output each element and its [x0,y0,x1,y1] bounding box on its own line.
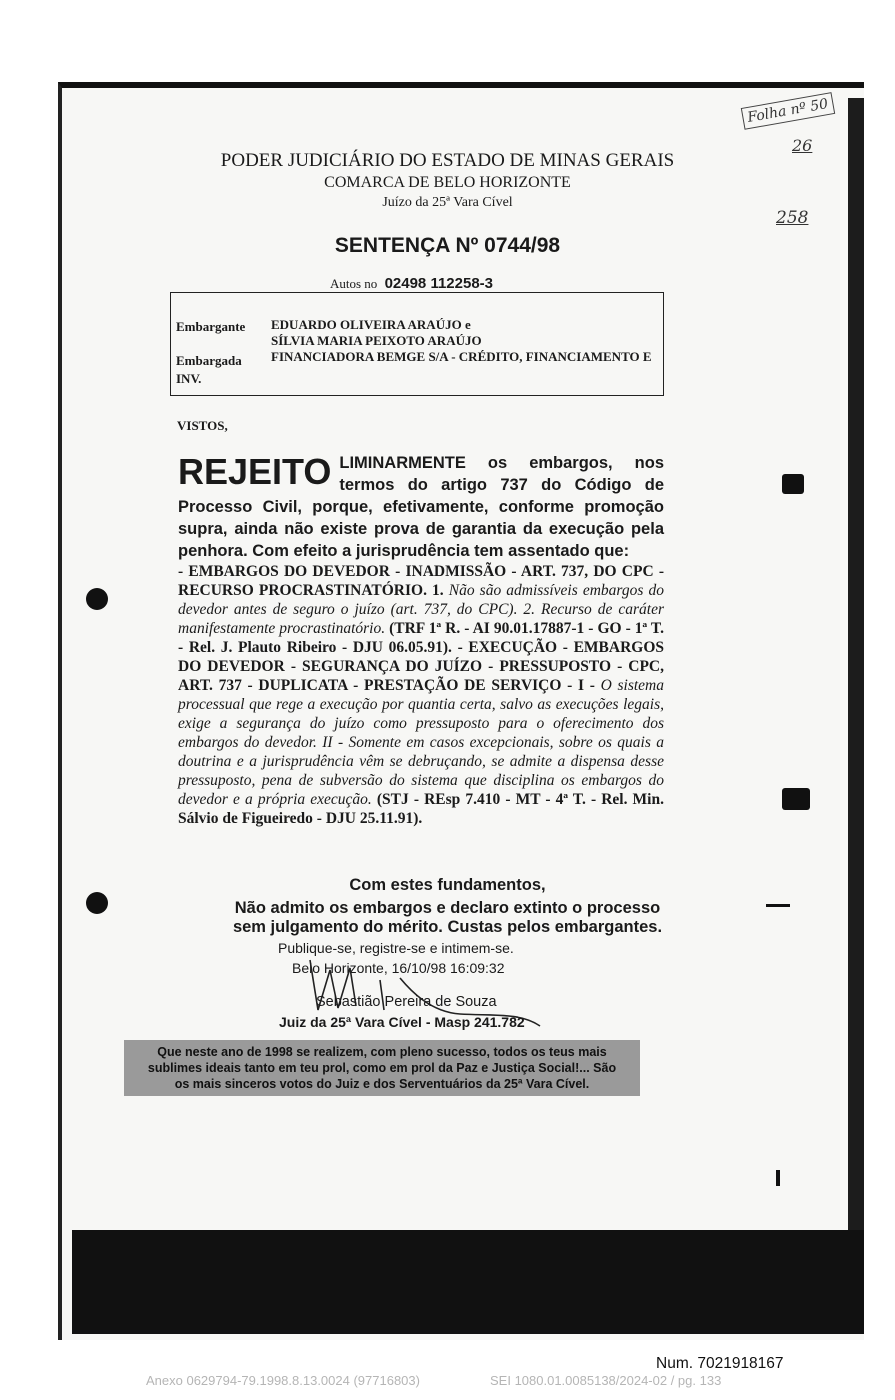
annex-reference: Anexo 0629794-79.1998.8.13.0024 (97716803) [146,1373,420,1388]
court-name: PODER JUDICIÁRIO DO ESTADO DE MINAS GERAIS [220,150,675,171]
handwritten-number: 258 [776,208,809,228]
parties-box [170,292,664,396]
embargada: FINANCIADORA BEMGE S/A - CRÉDITO, FINANCIAMENTO E [271,349,652,364]
citation-2-reference: (STJ - REsp 7.410 - MT - 4ª T. - Rel. Min. Sálvio de Figueiredo - DJU 25.11.91). [178,791,664,827]
signer-role: Juiz da 25ª Vara Cível - Masp 241.782 [279,1014,525,1030]
scan-mark [782,474,804,494]
case-label [330,275,493,292]
punch-hole-top [86,588,108,610]
case-label-text: Autos no [330,276,378,291]
signer-name: Sebastião Pereira de Souza [316,994,497,1010]
sei-reference: SEI 1080.01.0085138/2024-02 / pg. 133 [490,1373,722,1388]
greeting-banner [124,1040,640,1096]
citation-2-text: O sistema processual que rege a execução por quantia certa, salvo as execuções legais, exige a segurança do juízo como pressuposto para o oferecimento dos embargos do devedor. II - Somente em casos excepcionais, sobre os quais a doutrina e a jurisprudência vêm se debruçando, se admite a dispensa desse pressuposto, pena de subversão do sistema que disciplina os embargos do devedor e a própria execução. [178,677,664,808]
scan-mark [782,788,810,810]
judge-name: Juízo da 25ª Vara Cível [382,195,513,210]
decision-body [178,452,664,828]
decision-lead [178,452,664,562]
scan-mark [776,1170,780,1186]
page-title: SENTENÇA Nº 0744/98 [334,234,561,257]
citation-1-heading: - EMBARGOS DO DEVEDOR - INADMISSÃO - ART. 737, DO CPC - RECURSO PROCRASTINATÓRIO. 1. [178,563,664,599]
closing-line-1: Com estes fundamentos, [349,876,546,894]
district-name: COMARCA DE BELO HORIZONTE [324,174,571,191]
citation-1-reference: (TRF 1ª R. - AI 90.01.17887-1 - GO - 1ª T. - Rel. J. Plauto Ribeiro - DJU 06.05.91). - EXECUÇÃO - EMBARGOS DO DEVEDOR - SEGURANÇA DO JUÍZO - PRESSUPOSTO - CPC, ART. 737 - DUPLICATA - PRESTAÇÃO DE SERVIÇO - I - [178,620,664,694]
citation-1-text: Não são admissíveis embargos do devedor antes de seguro o juízo (art. 737, do CPC). 2. Recurso de caráter manifestamente procrastinatório. [178,582,664,637]
banner-line-2: sublimes ideais tanto em teu prol, como em prol da Paz e Justiça Social!... São [147,1061,617,1075]
scan-dark-bottom-band [72,1230,864,1334]
decision-keyword: REJEITO [178,451,332,492]
place-date: Belo Horizonte, 16/10/98 16:09:32 [292,960,505,976]
decision-lead-text: LIMINARMENTE os embargos, nos termos do artigo 737 do Código de Processo Civil, porque, efetivamente, conforme promoção supra, ainda não existe prova de garantia da execução pela penhora. Com efeito a jurisprudência tem assentado que: [178,454,664,560]
closing-line-3: sem julgamento do mérito. Custas pelos embargantes. [232,918,663,936]
publish-order: Publique-se, registre-se e intimem-se. [278,940,514,956]
embargante-1: EDUARDO OLIVEIRA ARAÚJO e [271,317,471,332]
case-number: 02498 112258-3 [384,275,494,292]
embargada-cont: INV. [176,371,202,386]
document-number: Num. 7021918167 [656,1355,784,1372]
embargante-2: SÍLVIA MARIA PEIXOTO ARAÚJO [271,333,482,348]
handwritten-number: 26 [792,136,813,155]
banner-line-3: os mais sinceros votos do Juiz e dos Serventuários da 25ª Vara Cível. [174,1077,590,1091]
jurisprudence [178,562,664,828]
closing-line-2: Não admito os embargos e declaro extinto o processo [234,899,661,917]
handwritten-folha: Folha nº 50 [741,92,835,130]
scan-dark-edge [848,98,864,1334]
embargante-label: Embargante [176,319,246,334]
banner-line-1: Que neste ano de 1998 se realizem, com pleno sucesso, todos os teus mais [157,1045,607,1059]
embargada-label: Embargada [176,353,242,368]
vistos: VISTOS, [177,418,228,433]
